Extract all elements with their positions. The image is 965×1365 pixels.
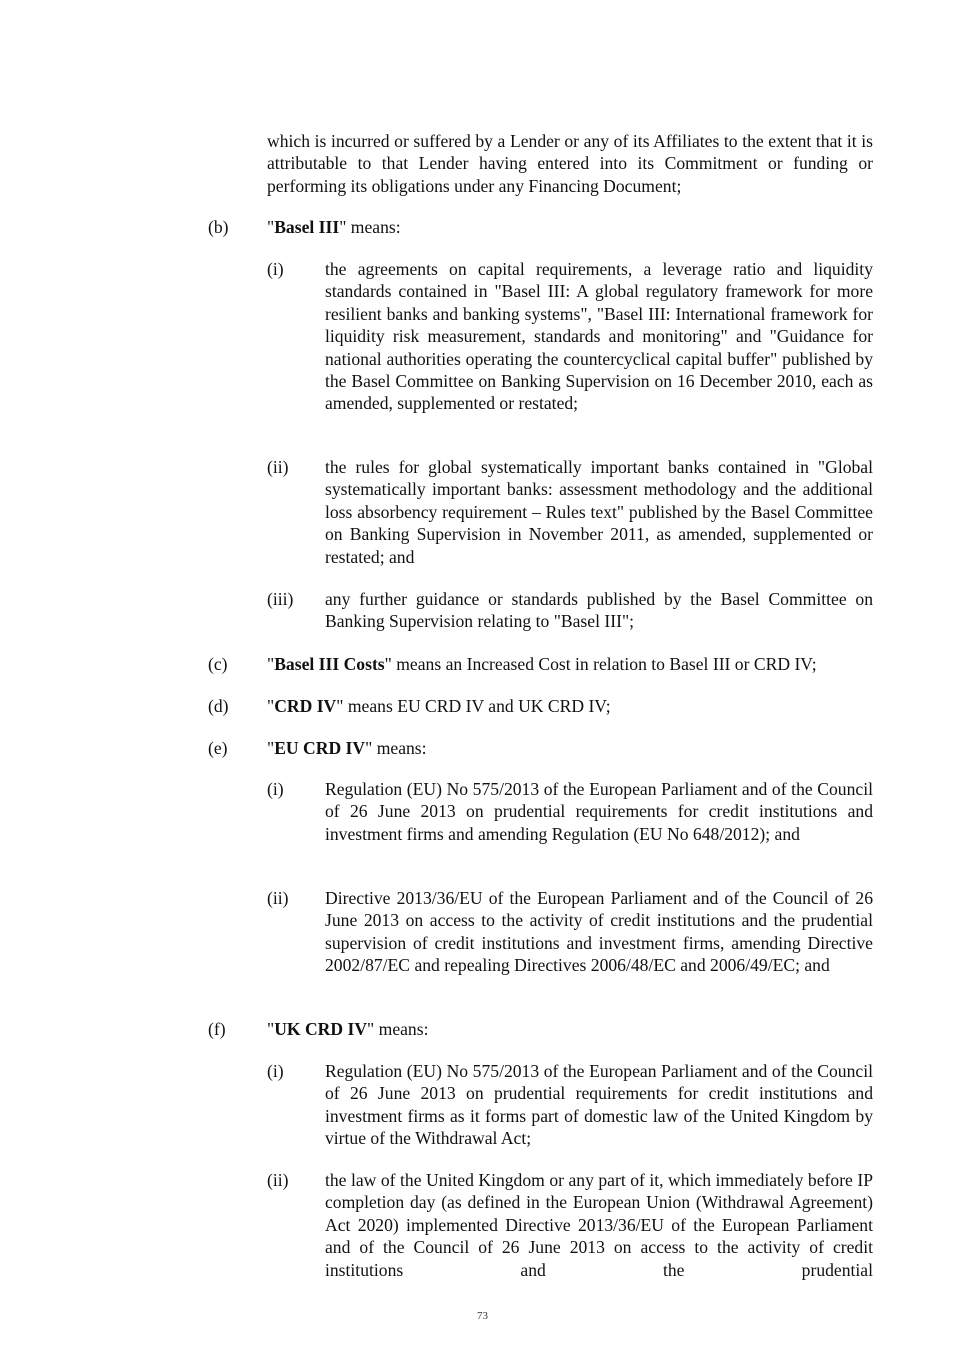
list-item: Regulation (EU) No 575/2013 of the European Parliament and of the Council of 26 June 2013 on prudential requirements for credit institutions and investment firms as it forms part of domestic law of the United Kingdom by virtue of the Withdrawal Act; — [325, 1061, 873, 1149]
definition-uk-crd-iv: "UK CRD IV" means: — [267, 1019, 429, 1039]
item-label: (ii) — [267, 1170, 289, 1190]
item-label: (i) — [267, 1061, 284, 1081]
clause-label-f: (f) — [208, 1019, 226, 1039]
list-item: any further guidance or standards published by the Basel Committee on Banking Supervision relating to "Basel III"; — [325, 589, 873, 632]
defined-term: EU CRD IV — [274, 738, 366, 758]
definition-crd-iv: "CRD IV" means EU CRD IV and UK CRD IV; — [267, 696, 611, 716]
definition-basel-iii: "Basel III" means: — [267, 217, 401, 237]
page-number: 73 — [477, 1310, 488, 1322]
item-label: (ii) — [267, 888, 289, 908]
item-label: (i) — [267, 779, 284, 799]
item-label: (iii) — [267, 589, 294, 609]
clause-label-e: (e) — [208, 738, 228, 758]
list-item: the rules for global systematically important banks contained in "Global systematically important banks: assessment methodology and the additional loss absorbency requirement – Rules text" published by the Basel Committee on Banking Supervision in November 2011, as amended, supplemented or restated; and — [325, 457, 873, 567]
defined-term: Basel III Costs — [274, 654, 385, 674]
list-item: Directive 2013/36/EU of the European Parliament and of the Council of 26 June 2013 on access to the activity of credit institutions and the prudential supervision of credit institutions and investment firms, amending Directive 2002/87/EC and repealing Directives 2006/48/EC and 2006/49/EC; and — [325, 888, 873, 976]
defined-term: UK CRD IV — [274, 1019, 368, 1039]
defined-term: Basel III — [274, 217, 340, 237]
definition-basel-iii-costs: "Basel III Costs" means an Increased Cost in relation to Basel III or CRD IV; — [267, 654, 817, 674]
list-item: the agreements on capital requirements, a leverage ratio and liquidity standards contained in "Basel III: A global regulatory framework for more resilient banks and banking systems", "Basel III: International framework for liquidity risk measurement, standards and monitoring" and "Guidance for national authorities operating the countercyclical capital buffer" published by the Basel Committee on Banking Supervision on 16 December 2010, each as amended, supplemented or restated; — [325, 259, 873, 414]
list-item: the law of the United Kingdom or any part of it, which immediately before IP completion day (as defined in the European Union (Withdrawal Agreement) Act 2020) implemented Directive 2013/36/EU of the European Parliament and of the Council of 26 June 2013 on access to the activity of credit institutions and the prudential — [325, 1170, 873, 1280]
clause-label-d: (d) — [208, 696, 229, 716]
list-item: Regulation (EU) No 575/2013 of the European Parliament and of the Council of 26 June 2013 on prudential requirements for credit institutions and investment firms and amending Regulation (EU No 648/2012); and — [325, 779, 873, 844]
clause-label-c: (c) — [208, 654, 228, 674]
item-label: (i) — [267, 259, 284, 279]
intro-paragraph: which is incurred or suffered by a Lender or any of its Affiliates to the extent that it is attributable to that Lender having entered into its Commitment or funding or performing its obligations under any Financing Document; — [267, 131, 873, 196]
item-label: (ii) — [267, 457, 289, 477]
clause-label-b: (b) — [208, 217, 229, 237]
definition-eu-crd-iv: "EU CRD IV" means: — [267, 738, 427, 758]
defined-term: CRD IV — [274, 696, 337, 716]
